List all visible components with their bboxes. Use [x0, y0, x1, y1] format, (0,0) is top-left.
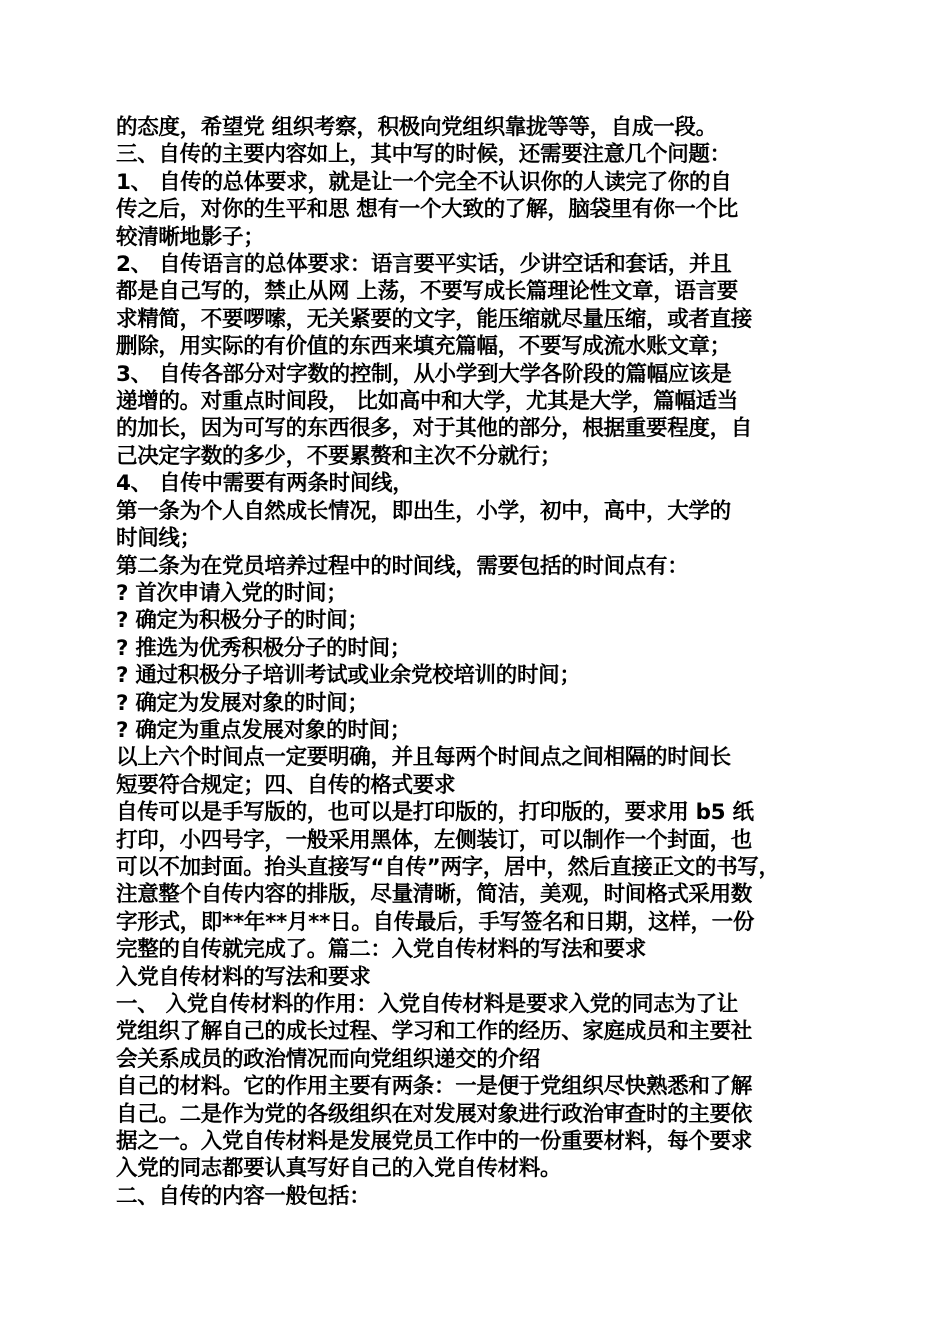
- text-line: ? 确定为发展对象的时间；: [116, 690, 369, 716]
- text-line: 的态度，希望党 组织考察，积极向党组织靠拢等等，自成一段。: [116, 115, 717, 140]
- text-line: 据之一。入党自传材料是发展党员工作中的一份重要材料，每个要求: [116, 1129, 753, 1155]
- text-line: 时间线；: [116, 526, 201, 552]
- text-line: 自传可以是手写版的，也可以是打印版的，打印版的，要求用 b5 纸: [116, 800, 754, 826]
- text-line: 短要符合规定；四、自传的格式要求: [116, 772, 456, 798]
- text-line: ? 首次申请入党的时间；: [116, 580, 348, 606]
- text-line: 三、自传的主要内容如上，其中写的时候，还需要注意几个问题：: [116, 142, 731, 168]
- text-line: 一、 入党自传材料的作用：入党自传材料是要求入党的同志为了让: [116, 992, 738, 1017]
- text-line: 己决定字数的多少，不要累赘和主次不分就行；: [116, 443, 562, 469]
- text-line: 删除，用实际的有价值的东西来填充篇幅，不要写成流水账文章；: [116, 334, 731, 360]
- text-line: 传之后，对你的生平和思 想有一个大致的了解，脑袋里有你一个比: [116, 197, 738, 223]
- text-line: 注意整个自传内容的排版，尽量清晰，简洁，美观，时间格式采用数: [116, 882, 753, 908]
- text-line: 第二条为在党员培养过程中的时间线，需要包括的时间点有：: [116, 553, 689, 579]
- text-line: 会关系成员的政治情况而向党组织递交的介绍: [116, 1046, 541, 1072]
- document-body-text: [116, 114, 838, 1210]
- text-line: 入党的同志都要认真写好自己的入党自传材料。: [116, 1156, 562, 1182]
- text-line: 都是自己写的，禁止从网 上荡，不要写成长篇理论性文章，语言要: [116, 279, 738, 305]
- text-line: 党组织了解自己的成长过程、学习和工作的经历、家庭成员和主要社: [116, 1019, 753, 1045]
- text-line: 1、 自传的总体要求，就是让一个完全不认识你的人读完了你的自: [116, 169, 732, 195]
- text-line: 以上六个时间点一定要明确，并且每两个时间点之间相隔的时间长: [116, 745, 731, 771]
- text-line: ? 通过积极分子培训考试或业余党校培训的时间；: [116, 663, 581, 689]
- text-line: 可以不加封面。抬头直接写“自传”两字，居中，然后直接正文的书写，: [116, 854, 780, 880]
- text-line: 自己。二是作为党的各级组织在对发展对象进行政治审查时的主要依: [116, 1101, 753, 1127]
- text-line: 3、 自传各部分对字数的控制，从小学到大学各阶段的篇幅应该是: [116, 361, 732, 387]
- text-line: ? 确定为积极分子的时间；: [116, 608, 369, 634]
- text-line: 第一条为个人自然成长情况，即出生，小学，初中，高中，大学的: [116, 498, 731, 524]
- text-line: 递增的。对重点时间段， 比如高中和大学，尤其是大学，篇幅适当: [116, 389, 738, 415]
- text-line: 的加长，因为可写的东西很多，对于其他的部分，根据重要程度，自: [116, 416, 753, 442]
- text-line: ? 确定为重点发展对象的时间；: [116, 717, 411, 743]
- text-line: 二、自传的内容一般包括：: [116, 1183, 371, 1209]
- text-line: ? 推选为优秀积极分子的时间；: [116, 635, 411, 661]
- text-line: 入党自传材料的写法和要求: [116, 964, 371, 990]
- text-line: 自己的材料。它的作用主要有两条：一是便于党组织尽快熟悉和了解: [116, 1074, 753, 1100]
- text-line: 求精简，不要啰嗦，无关紧要的文字，能压缩就尽量压缩，或者直接: [116, 306, 753, 332]
- text-line: 2、 自传语言的总体要求：语言要平实话，少讲空话和套话，并且: [116, 252, 732, 278]
- text-line: 打印，小四号字，一般采用黑体，左侧装订，可以制作一个封面，也: [116, 827, 753, 853]
- text-line: 完整的自传就完成了。篇二：入党自传材料的写法和要求: [116, 937, 647, 963]
- text-line: 字形式，即**年**月**日。自传最后，手写签名和日期，这样，一份: [116, 909, 755, 935]
- text-line: 较清晰地影子；: [116, 224, 265, 250]
- text-line: 4、 自传中需要有两条时间线，: [116, 471, 414, 497]
